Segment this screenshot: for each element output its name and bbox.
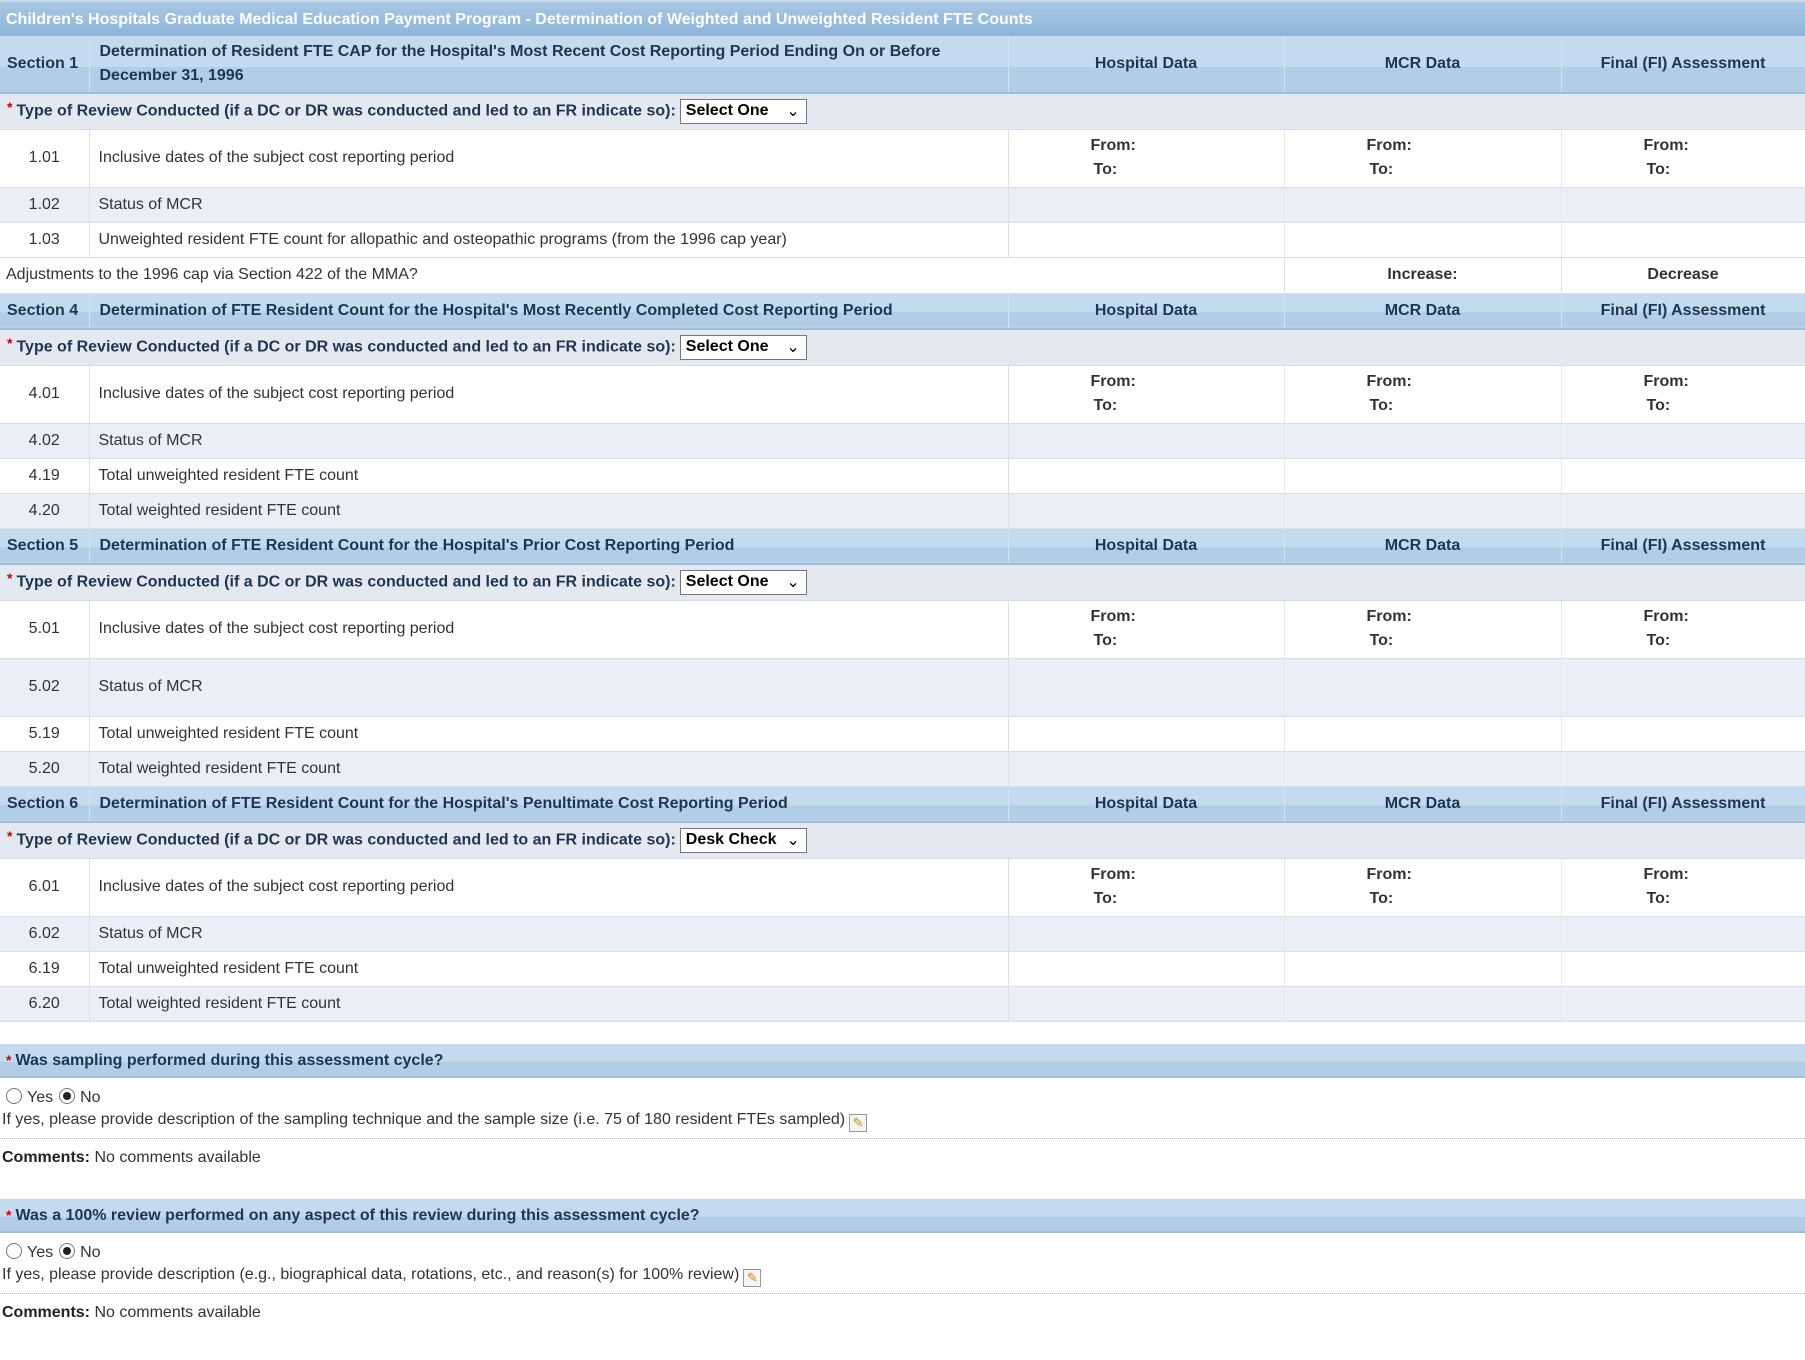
- from-label: From:: [1366, 608, 1412, 625]
- from-label: From:: [1643, 608, 1689, 625]
- decrease-label: Decrease: [1561, 257, 1805, 293]
- section-label: Section 5: [0, 528, 89, 564]
- from-label: From:: [1366, 373, 1412, 390]
- data-row: [0, 423, 1805, 458]
- comments-text: No comments available: [94, 1303, 261, 1321]
- value-cell: [1561, 858, 1805, 916]
- row-description: Total unweighted resident FTE count: [89, 716, 1008, 751]
- value-cell: [1008, 129, 1284, 187]
- row-number: 6.01: [0, 858, 89, 916]
- from-label: From:: [1090, 608, 1136, 625]
- row-description: Total unweighted resident FTE count: [89, 458, 1008, 493]
- value-cell: [1561, 600, 1805, 658]
- column-header: MCR Data: [1284, 293, 1561, 329]
- column-header: Final (FI) Assessment: [1561, 786, 1805, 822]
- row-description: Total weighted resident FTE count: [89, 751, 1008, 786]
- question-text: Was a 100% review performed on any aspect of this review during this assessment cycle?: [15, 1206, 700, 1224]
- yes-label: Yes: [27, 1088, 54, 1106]
- yes-radio[interactable]: [6, 1088, 22, 1104]
- section-title: Determination of FTE Resident Count for the Hospital's Most Recently Completed Cost Reporting Period: [89, 293, 1008, 329]
- value-cell: [1008, 600, 1284, 658]
- value-cell: [1284, 458, 1561, 493]
- data-row: [0, 916, 1805, 951]
- data-row: [0, 986, 1805, 1021]
- value-cell: [1561, 716, 1805, 751]
- data-row: [0, 493, 1805, 528]
- row-number: 5.20: [0, 751, 89, 786]
- section-label: Section 4: [0, 293, 89, 329]
- from-label: From:: [1643, 866, 1689, 883]
- fte-table: [0, 36, 1805, 1022]
- column-header: MCR Data: [1284, 36, 1561, 93]
- row-number: 4.19: [0, 458, 89, 493]
- review-type-label: Type of Review Conducted (if a DC or DR was conducted and led to an FR indicate so):: [16, 573, 676, 591]
- chevron-down-icon: ⌄: [786, 573, 800, 591]
- value-cell: [1008, 951, 1284, 986]
- row-description: Total weighted resident FTE count: [89, 493, 1008, 528]
- section-header: [0, 293, 1805, 329]
- adjustment-row: [0, 257, 1805, 293]
- review-type-select[interactable]: [680, 570, 807, 595]
- to-label: To:: [1369, 632, 1394, 649]
- column-header: Hospital Data: [1008, 786, 1284, 822]
- row-number: 1.03: [0, 222, 89, 257]
- value-cell: [1008, 493, 1284, 528]
- row-description: Unweighted resident FTE count for allopathic and osteopathic programs (from the 1996 cap year): [89, 222, 1008, 257]
- column-header: Hospital Data: [1008, 293, 1284, 329]
- required-icon: *: [7, 569, 13, 586]
- required-icon: *: [7, 98, 13, 115]
- row-description: Total weighted resident FTE count: [89, 986, 1008, 1021]
- to-label: To:: [1093, 890, 1118, 907]
- select-value: Select One: [685, 572, 769, 590]
- from-label: From:: [1643, 137, 1689, 154]
- value-cell: [1561, 986, 1805, 1021]
- row-number: 5.02: [0, 658, 89, 716]
- row-description: Status of MCR: [89, 423, 1008, 458]
- row-number: 1.01: [0, 129, 89, 187]
- value-cell: [1561, 423, 1805, 458]
- from-label: From:: [1366, 866, 1412, 883]
- value-cell: [1561, 951, 1805, 986]
- from-label: From:: [1090, 866, 1136, 883]
- chevron-down-icon: ⌄: [786, 102, 800, 120]
- required-icon: *: [7, 827, 13, 844]
- section-header: [0, 528, 1805, 564]
- question-block: [0, 1199, 1805, 1332]
- adjustment-label: Adjustments to the 1996 cap via Section 422 of the MMA?: [0, 257, 1284, 293]
- value-cell: [1284, 365, 1561, 423]
- select-value: Select One: [685, 101, 769, 119]
- value-cell: [1561, 493, 1805, 528]
- value-cell: [1284, 751, 1561, 786]
- section-label: Section 6: [0, 786, 89, 822]
- value-cell: [1008, 458, 1284, 493]
- page-title: Children's Hospitals Graduate Medical Education Payment Program - Determination of Weighted and Unweighted Resident FTE Counts: [0, 0, 1805, 36]
- row-description: Status of MCR: [89, 916, 1008, 951]
- row-number: 6.19: [0, 951, 89, 986]
- to-label: To:: [1646, 632, 1671, 649]
- row-number: 1.02: [0, 187, 89, 222]
- question-text: Was sampling performed during this assessment cycle?: [15, 1051, 444, 1069]
- data-row: [0, 187, 1805, 222]
- increase-label: Increase:: [1284, 257, 1561, 293]
- data-row: [0, 129, 1805, 187]
- column-header: Hospital Data: [1008, 528, 1284, 564]
- data-row: [0, 751, 1805, 786]
- row-number: 5.19: [0, 716, 89, 751]
- value-cell: [1561, 916, 1805, 951]
- column-header: Hospital Data: [1008, 36, 1284, 93]
- value-cell: [1008, 365, 1284, 423]
- value-cell: [1284, 187, 1561, 222]
- no-label: No: [80, 1088, 101, 1106]
- required-icon: *: [6, 1051, 12, 1068]
- chevron-down-icon: ⌄: [786, 831, 800, 849]
- value-cell: [1008, 986, 1284, 1021]
- select-value: Select One: [685, 337, 769, 355]
- yes-label: Yes: [27, 1243, 54, 1261]
- value-cell: [1284, 423, 1561, 458]
- value-cell: [1561, 365, 1805, 423]
- value-cell: [1008, 187, 1284, 222]
- from-label: From:: [1090, 373, 1136, 390]
- section-header: [0, 36, 1805, 93]
- from-label: From:: [1090, 137, 1136, 154]
- value-cell: [1284, 222, 1561, 257]
- row-number: 6.02: [0, 916, 89, 951]
- description-prompt: If yes, please provide description of the sampling technique and the sample size (i.e. 75 of 180 resident FTEs sampled): [2, 1110, 846, 1128]
- to-label: To:: [1646, 890, 1671, 907]
- review-type-row: [0, 329, 1805, 365]
- section-title: Determination of FTE Resident Count for the Hospital's Prior Cost Reporting Period: [89, 528, 1008, 564]
- no-radio[interactable]: [59, 1088, 75, 1104]
- column-header: Final (FI) Assessment: [1561, 528, 1805, 564]
- data-row: [0, 222, 1805, 257]
- row-description: Status of MCR: [89, 658, 1008, 716]
- review-type-label: Type of Review Conducted (if a DC or DR was conducted and led to an FR indicate so):: [16, 338, 676, 356]
- comments-label: Comments:: [2, 1148, 91, 1166]
- value-cell: [1284, 600, 1561, 658]
- to-label: To:: [1369, 161, 1394, 178]
- to-label: To:: [1646, 397, 1671, 414]
- column-header: MCR Data: [1284, 528, 1561, 564]
- description-prompt: If yes, please provide description (e.g., biographical data, rotations, etc., and reason(s) for 100% review): [2, 1265, 740, 1283]
- value-cell: [1284, 129, 1561, 187]
- value-cell: [1561, 458, 1805, 493]
- value-cell: [1284, 493, 1561, 528]
- value-cell: [1008, 916, 1284, 951]
- section-label: Section 1: [0, 36, 89, 93]
- review-type-label: Type of Review Conducted (if a DC or DR was conducted and led to an FR indicate so):: [16, 831, 676, 849]
- data-row: [0, 458, 1805, 493]
- value-cell: [1008, 658, 1284, 716]
- from-label: From:: [1643, 373, 1689, 390]
- yes-radio[interactable]: [6, 1243, 22, 1259]
- column-header: Final (FI) Assessment: [1561, 293, 1805, 329]
- review-type-label: Type of Review Conducted (if a DC or DR was conducted and led to an FR indicate so):: [16, 102, 676, 120]
- value-cell: [1008, 716, 1284, 751]
- section-title: Determination of Resident FTE CAP for the Hospital's Most Recent Cost Reporting Period Ending On or Before December 31, 1996: [89, 36, 1008, 93]
- data-row: [0, 600, 1805, 658]
- review-type-select[interactable]: [680, 99, 807, 124]
- select-value: Desk Check: [685, 830, 777, 848]
- comments-label: Comments:: [2, 1303, 91, 1321]
- review-type-select[interactable]: [680, 828, 807, 853]
- value-cell: [1284, 658, 1561, 716]
- review-type-row: [0, 93, 1805, 129]
- value-cell: [1284, 858, 1561, 916]
- value-cell: [1284, 916, 1561, 951]
- review-type-select[interactable]: [680, 335, 807, 360]
- row-description: Inclusive dates of the subject cost reporting period: [89, 858, 1008, 916]
- review-type-row: [0, 822, 1805, 858]
- value-cell: [1561, 751, 1805, 786]
- value-cell: [1008, 423, 1284, 458]
- value-cell: [1008, 751, 1284, 786]
- edit-icon[interactable]: ✎: [743, 1269, 761, 1287]
- review-type-row: [0, 564, 1805, 600]
- to-label: To:: [1093, 161, 1118, 178]
- section-header: [0, 786, 1805, 822]
- edit-icon[interactable]: ✎: [849, 1114, 867, 1132]
- value-cell: [1008, 222, 1284, 257]
- data-row: [0, 365, 1805, 423]
- data-row: [0, 716, 1805, 751]
- column-header: Final (FI) Assessment: [1561, 36, 1805, 93]
- to-label: To:: [1369, 890, 1394, 907]
- row-number: 6.20: [0, 986, 89, 1021]
- no-radio[interactable]: [59, 1243, 75, 1259]
- to-label: To:: [1093, 397, 1118, 414]
- value-cell: [1284, 716, 1561, 751]
- value-cell: [1561, 187, 1805, 222]
- section-title: Determination of FTE Resident Count for the Hospital's Penultimate Cost Reporting Period: [89, 786, 1008, 822]
- row-number: 4.01: [0, 365, 89, 423]
- value-cell: [1284, 986, 1561, 1021]
- value-cell: [1561, 658, 1805, 716]
- no-label: No: [80, 1243, 101, 1261]
- value-cell: [1284, 951, 1561, 986]
- data-row: [0, 858, 1805, 916]
- to-label: To:: [1093, 632, 1118, 649]
- required-icon: *: [7, 334, 13, 351]
- question-block: [0, 1044, 1805, 1177]
- value-cell: [1008, 858, 1284, 916]
- row-description: Status of MCR: [89, 187, 1008, 222]
- to-label: To:: [1369, 397, 1394, 414]
- chevron-down-icon: ⌄: [786, 338, 800, 356]
- row-description: Inclusive dates of the subject cost reporting period: [89, 365, 1008, 423]
- row-number: 4.20: [0, 493, 89, 528]
- row-number: 5.01: [0, 600, 89, 658]
- value-cell: [1561, 222, 1805, 257]
- required-icon: *: [6, 1206, 12, 1223]
- to-label: To:: [1646, 161, 1671, 178]
- value-cell: [1561, 129, 1805, 187]
- row-description: Inclusive dates of the subject cost reporting period: [89, 129, 1008, 187]
- row-number: 4.02: [0, 423, 89, 458]
- column-header: MCR Data: [1284, 786, 1561, 822]
- comments-text: No comments available: [94, 1148, 261, 1166]
- data-row: [0, 658, 1805, 716]
- from-label: From:: [1366, 137, 1412, 154]
- data-row: [0, 951, 1805, 986]
- row-description: Inclusive dates of the subject cost reporting period: [89, 600, 1008, 658]
- row-description: Total unweighted resident FTE count: [89, 951, 1008, 986]
